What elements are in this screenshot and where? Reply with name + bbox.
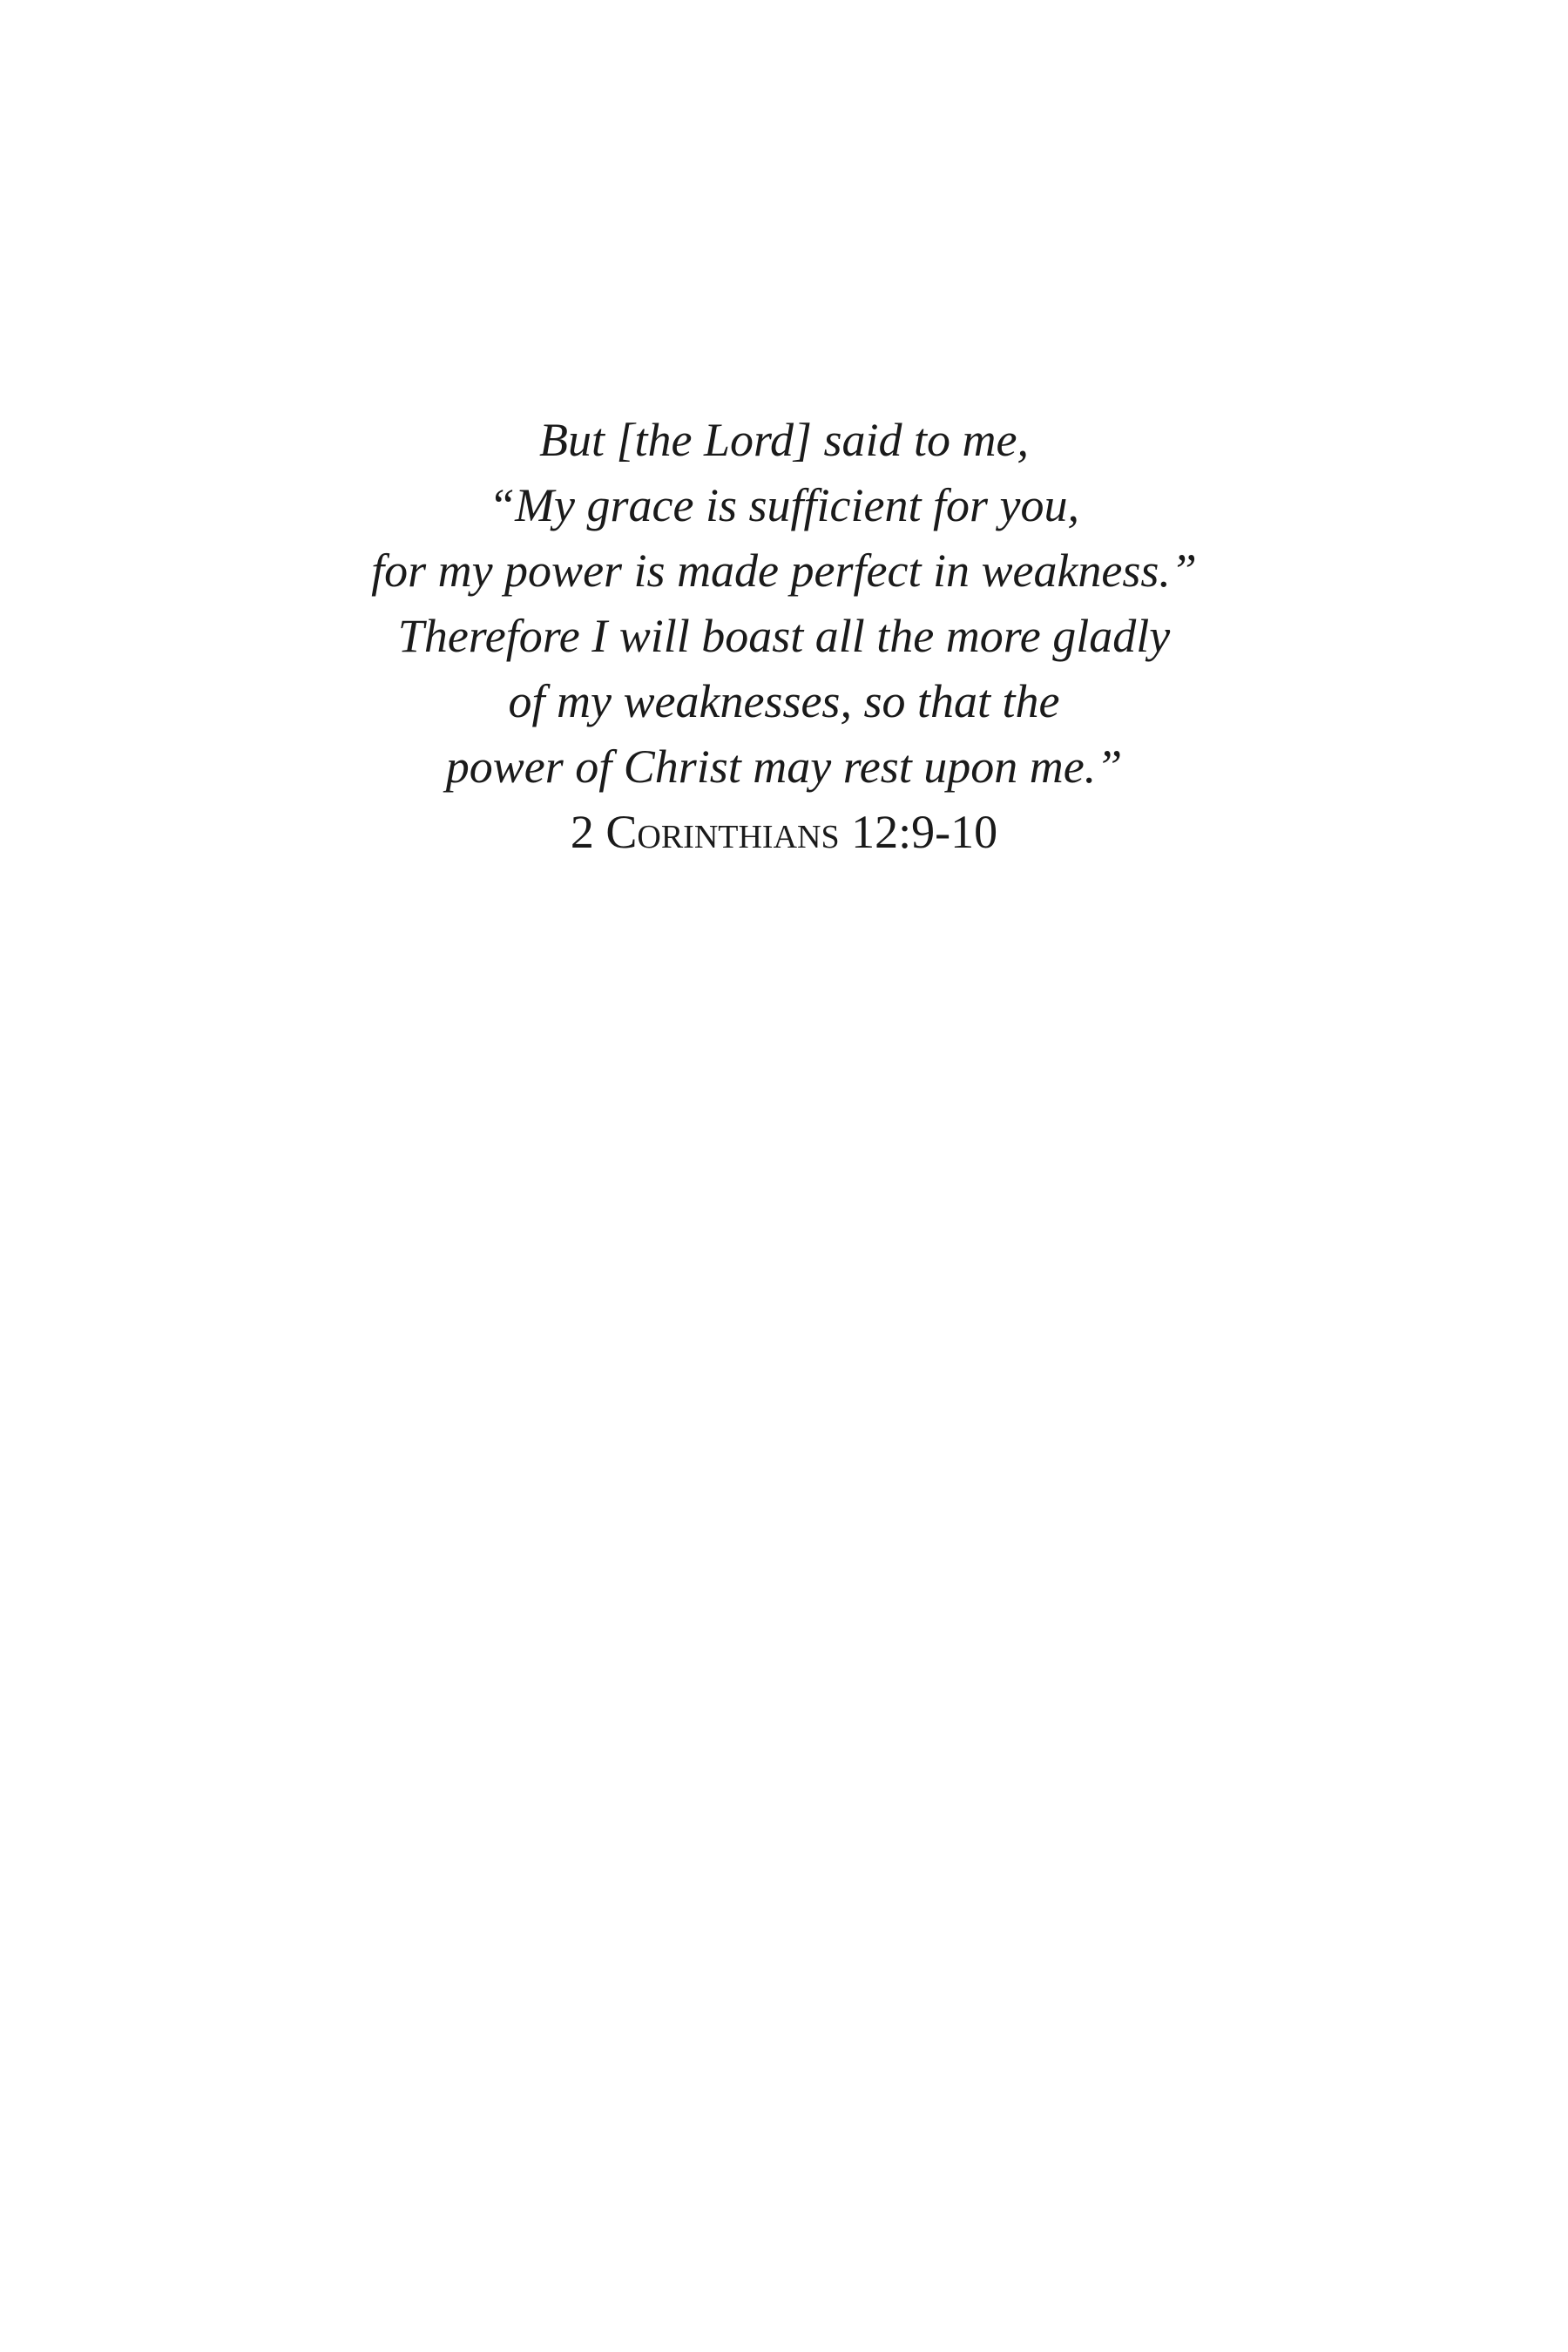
scripture-citation [0,800,1568,865]
verse-line-1: But [the Lord] said to me, [538,414,1030,466]
verse-line-3: for my power is made perfect in weakness.” [371,544,1197,597]
verse-line-5: of my weaknesses, so that the [508,675,1060,727]
citation-reference: 12:9-10 [851,806,998,858]
citation-book-name: Corinthians [605,806,840,858]
verse-line-4: Therefore I will boast all the more gladly [397,610,1171,662]
epigraph [0,408,1568,865]
verse-line-2: “My grace is sufficient for you, [489,479,1079,531]
citation-book-number: 2 [570,806,594,858]
verse-line-6: power of Christ may rest upon me.” [445,740,1123,793]
